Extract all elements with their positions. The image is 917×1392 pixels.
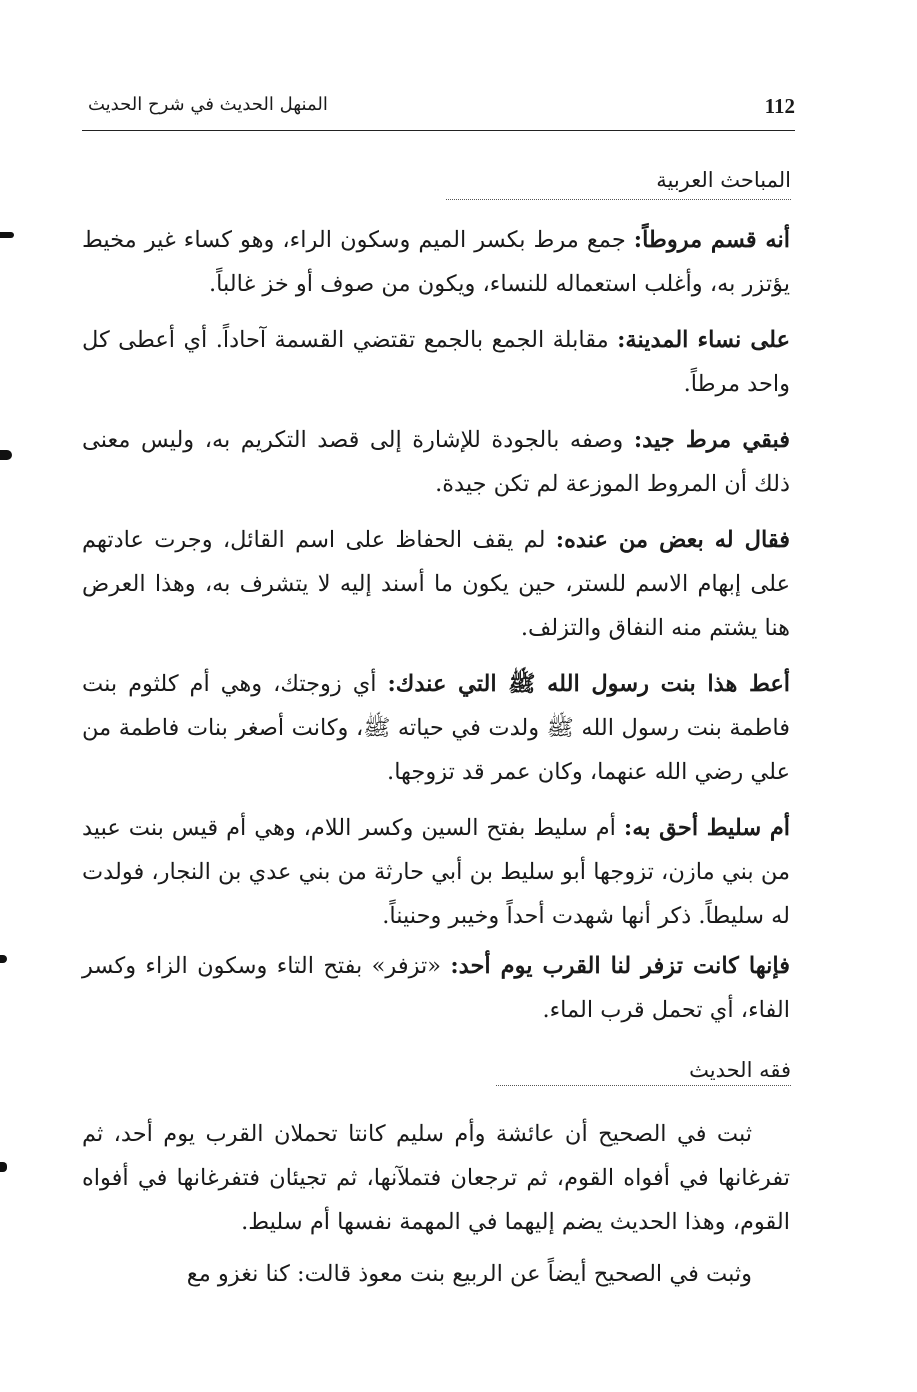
section-heading-arabic-studies: المباحث العربية [656, 168, 791, 192]
margin-mark [0, 1162, 7, 1172]
entry-text: وصفه بالجودة للإشارة إلى قصد التكريم به، وليس معنى ذلك أن المروط الموزعة لم تكن جيدة. [82, 427, 790, 497]
entry-term: فبقي مرط جيد: [633, 427, 791, 453]
entry-text: أي زوجتك، وهي أم كلثوم بنت فاطمة بنت رسول الله ﷺ ولدت في حياته ﷺ، وكانت أصغر بنات فاطمة من علي رضي الله عنهما، وكان عمر قد تزوجها. [82, 671, 790, 785]
entry-paragraph [82, 518, 790, 650]
entry-term: على نساء المدينة: [617, 327, 790, 353]
margin-mark [0, 955, 7, 963]
margin-mark [0, 450, 12, 460]
entry-term: أعط هذا بنت رسول الله ﷺ التي عندك: [387, 671, 790, 697]
entry-term: أم سليط أحق به: [623, 815, 790, 841]
fiqh-paragraph: وثبت في الصحيح أيضاً عن الربيع بنت معوذ قالت: كنا نغزو مع [186, 1261, 752, 1287]
running-title: المنهل الحديث في شرح الحديث [88, 94, 328, 115]
section-heading-rule [446, 199, 791, 200]
entry-term: فقال له بعض من عنده: [555, 527, 790, 553]
entry-paragraph [82, 944, 790, 1032]
section-heading-rule [496, 1085, 791, 1086]
entry-paragraph [82, 218, 790, 306]
entry-text: أم سليط بفتح السين وكسر اللام، وهي أم قيس بنت عبيد من بني مازن، تزوجها أبو سليط بن أبي حارثة من بني عدي بن النجار، فولدت له سليطاً. ذكر أنها شهدت أحداً وخيبر وحنيناً. [82, 815, 790, 929]
entry-paragraph [82, 318, 790, 406]
fiqh-paragraph: ثبت في الصحيح أن عائشة وأم سليم كانتا تحملان القرب يوم أحد، ثم تفرغانها في أفواه القوم، ثم ترجعان فتملآنها، ثم تجيئان فتفرغانها في أفواه القوم، وهذا الحديث يضم إليهما في المهمة نفسها أم سليط. [82, 1121, 790, 1235]
entry-term: أنه قسم مروطاً: [633, 227, 790, 253]
margin-mark [0, 232, 14, 238]
entry-term: فإنها كانت تزفر لنا القرب يوم أحد: [450, 953, 790, 979]
entry-text: «تزفر» بفتح التاء وسكون الزاء وكسر الفاء، أي تحمل قرب الماء. [82, 953, 790, 1023]
entry-paragraph [82, 662, 790, 794]
section-heading-hadith-fiqh: فقه الحديث [689, 1058, 791, 1082]
entry-text: جمع مرط بكسر الميم وسكون الراء، وهو كساء غير مخيط يؤتزر به، وأغلب استعماله للنساء، ويكون من صوف أو خز غالباً. [82, 227, 790, 297]
entry-text: مقابلة الجمع بالجمع تقتضي القسمة آحاداً. أي أعطى كل واحد مرطاً. [82, 327, 790, 397]
page-header [82, 92, 795, 132]
page-number: 112 [764, 94, 795, 118]
entry-paragraph [82, 806, 790, 938]
entry-paragraph [82, 418, 790, 506]
entry-text: لم يقف الحفاظ على اسم القائل، وجرت عادتهم على إبهام الاسم للستر، حين يكون ما أسند إليه لا يتشرف به، وهذا العرض هنا يشتم منه النفاق والتزلف. [82, 527, 790, 641]
header-rule [82, 130, 795, 131]
